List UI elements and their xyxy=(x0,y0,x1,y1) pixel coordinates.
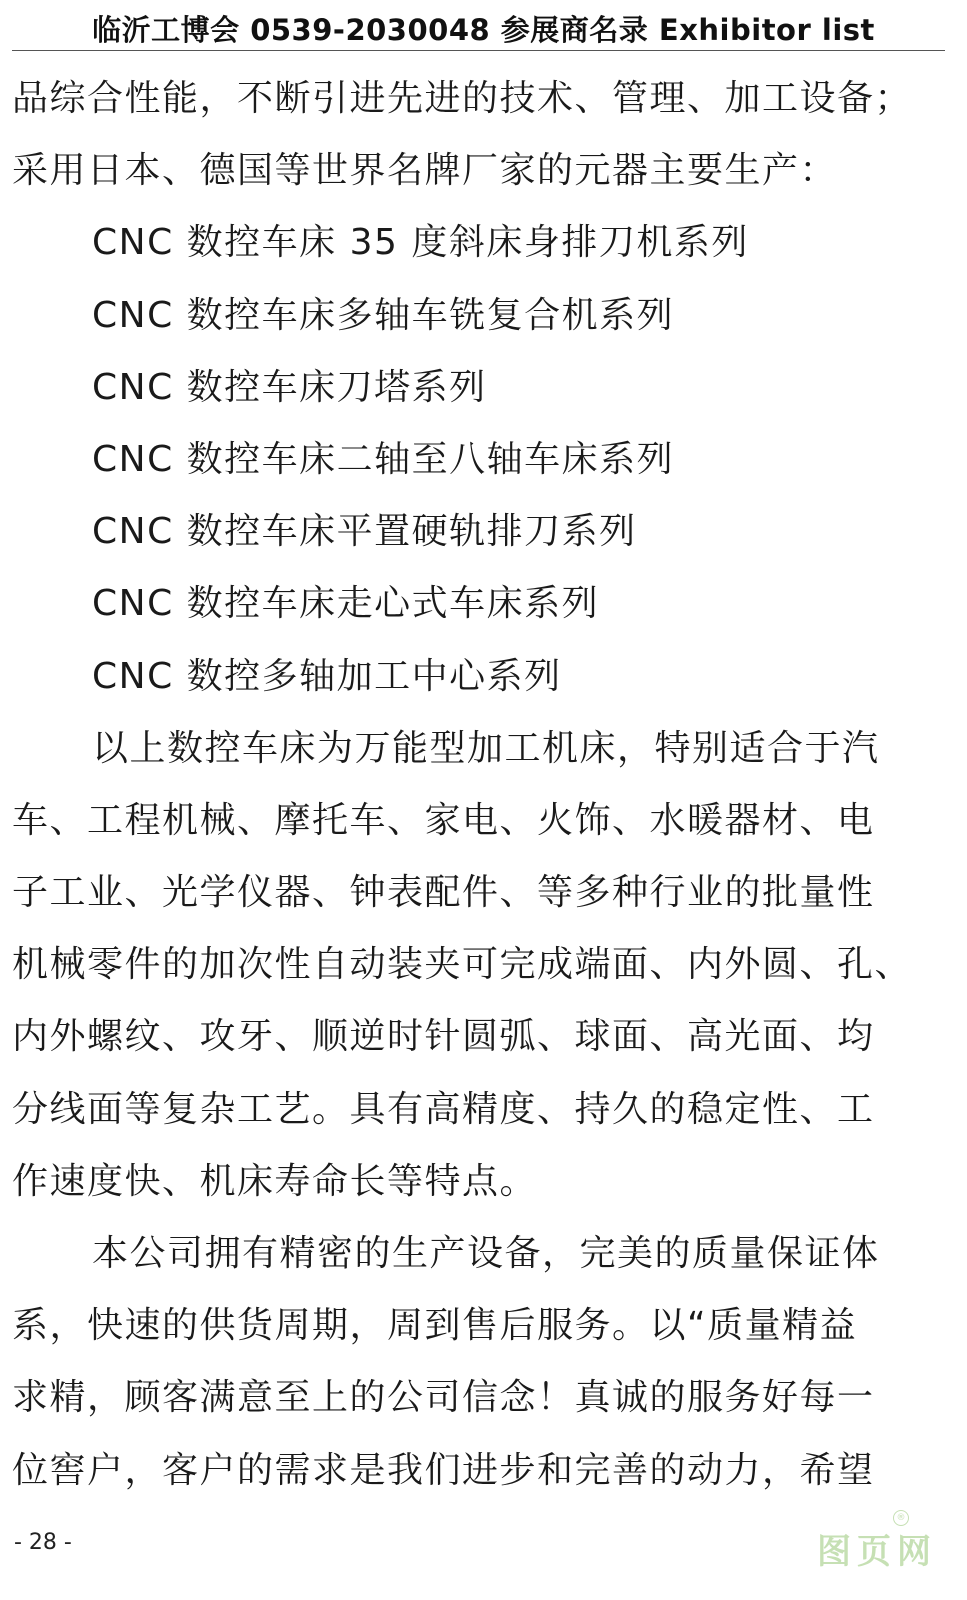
text-line: 作速度快、机床寿命长等特点。 xyxy=(12,1160,538,1202)
page-header xyxy=(0,0,967,52)
text-line: 内外螺纹、攻牙、顺逆时针圆弧、球面、高光面、均 xyxy=(12,1016,875,1058)
header-title: 临沂工博会 0539-2030048 参展商名录 Exhibitor list xyxy=(92,13,875,47)
header-divider xyxy=(12,50,945,51)
text-line: 采用日本、德国等世界名牌厂家的元器主要生产： xyxy=(12,150,838,192)
text-line: 系，快速的供货周期，周到售后服务。以“质量精益 xyxy=(12,1305,858,1347)
product-series-item: CNC 数控车床走心式车床系列 xyxy=(92,583,600,625)
text-line: 位窖户，客户的需求是我们进步和完善的动力，希望 xyxy=(12,1449,875,1491)
text-line: 品综合性能，不断引进先进的技术、管理、加工设备； xyxy=(12,78,913,119)
watermark-logo: 图页网 xyxy=(817,1532,937,1572)
paragraph-start-line: 本公司拥有精密的生产设备，完美的质量保证体 xyxy=(92,1233,880,1274)
text-line: 子工业、光学仪器、钟表配件、等多种行业的批量性 xyxy=(12,872,875,914)
product-series-item: CNC 数控多轴加工中心系列 xyxy=(92,655,562,697)
product-series-item: CNC 数控车床多轴车铣复合机系列 xyxy=(92,294,675,336)
text-line: 机械零件的加次性自动装夹可完成端面、内外圆、孔、 xyxy=(12,944,913,986)
paragraph-start-line: 以上数控车床为万能型加工机床，特别适合于汽 xyxy=(92,727,880,769)
product-series-item: CNC 数控车床刀塔系列 xyxy=(92,366,487,408)
body-text xyxy=(12,63,937,1507)
product-series-item: CNC 数控车床二轴至八轴车床系列 xyxy=(92,438,675,480)
page-number: - 28 - xyxy=(14,1530,72,1555)
text-line: 分线面等复杂工艺。具有高精度、持久的稳定性、工 xyxy=(12,1088,875,1130)
product-series-item: CNC 数控车床平置硬轨排刀系列 xyxy=(92,511,637,553)
registered-mark: ® xyxy=(893,1510,909,1526)
text-line: 求精，顾客满意至上的公司信念！真诚的服务好每一 xyxy=(12,1377,875,1419)
text-line: 车、工程机械、摩托车、家电、火饰、水暖器材、电 xyxy=(12,799,875,841)
product-series-item: CNC 数控车床 35 度斜床身排刀机系列 xyxy=(92,222,749,264)
